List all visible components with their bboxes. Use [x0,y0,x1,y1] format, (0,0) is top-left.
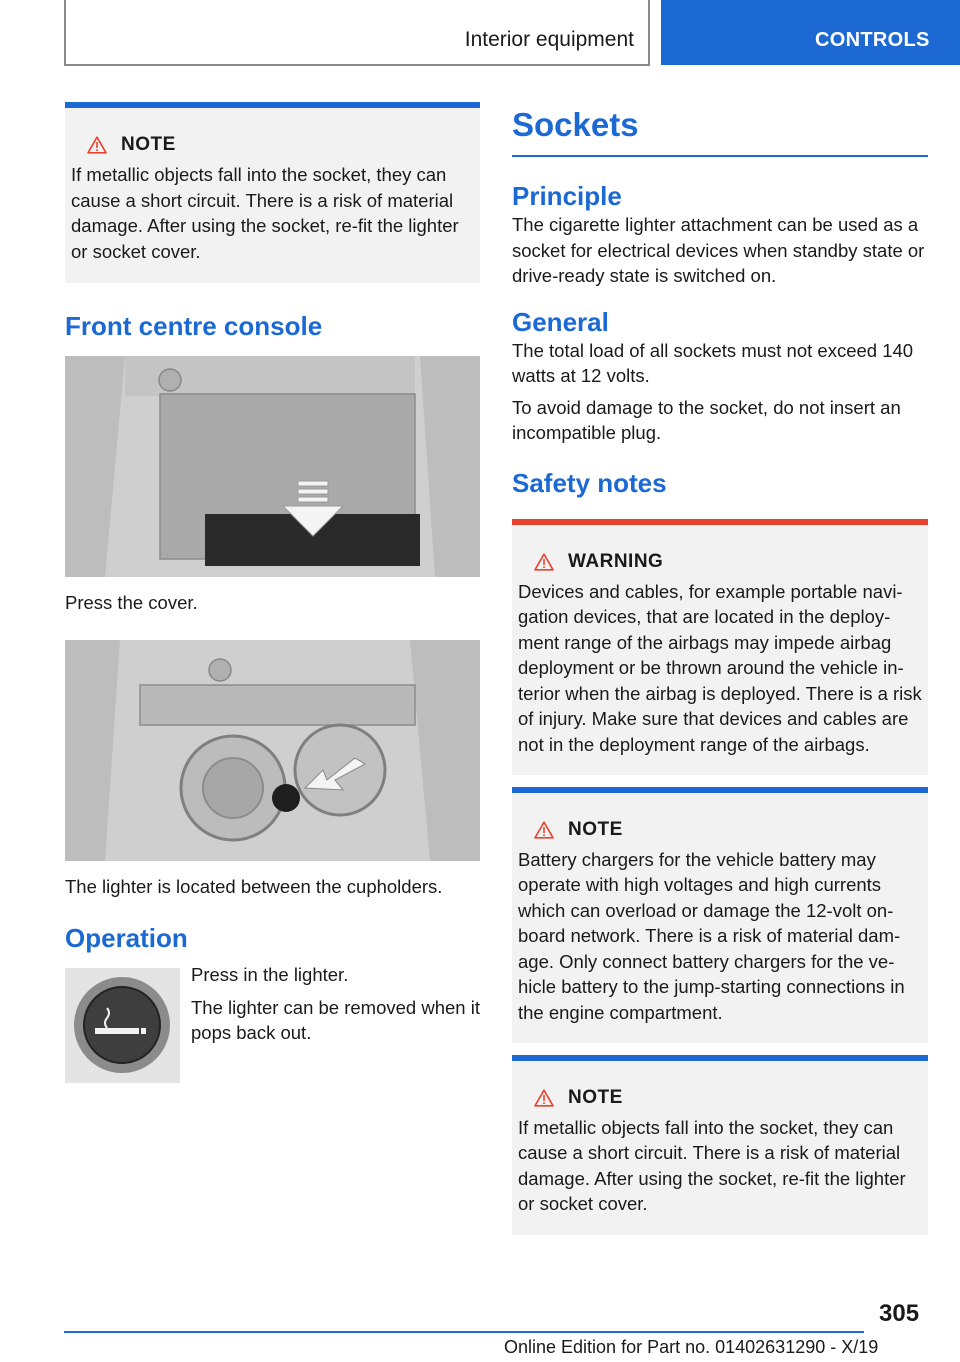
operation-step-remove: The lighter can be removed when it pops back out. [191,996,480,1043]
figure-lighter-button [65,968,180,1083]
footer-edition: Online Edition for Part no. 01402631290 - X/19 [504,1337,879,1357]
header-section-label: Interior equipment [464,28,634,51]
header-chapter-label: CONTROLS [815,29,930,51]
warning-box-airbags [512,519,928,775]
principle-text: The cigarette lighter attachment can be used as a socket for electrical devices when standby state or drive-ready state is switched on. [512,214,925,286]
left-column [65,102,480,1112]
note-box-metallic-objects [65,102,480,283]
heading-safety-notes: Safety notes [512,467,667,498]
figure-console-cover [65,356,480,577]
heading-rule [512,155,928,157]
warning-triangle-icon [87,136,107,154]
caption-press-cover: Press the cover. [65,592,198,613]
general-text-plug: To avoid damage to the socket, do not insert an incompatible plug. [512,396,901,443]
note-body: If metallic objects fall into the socket, they can cause a short circuit. There is a risk of material damage. After using the socket, re-fit the lighter or socket cover. [518,1116,906,1214]
right-column [512,102,928,1235]
heading-general: General [512,306,609,337]
note-title: NOTE [121,134,176,155]
note-body: If metallic objects fall into the socket, they can cause a short circuit. There is a risk of material damage. After using the socket, re-fit the lighter or socket cover. [71,164,459,262]
warning-triangle-icon [534,553,554,571]
operation-step-press: Press in the lighter. [191,964,349,985]
heading-principle: Principle [512,181,622,211]
general-text-load: The total load of all sockets must not exceed 140 watts at 12 volts. [512,339,914,386]
warning-body: Devices and cables, for example portable navi-gation devices, that are located in the deploy-ment range of the airbags may impede airbag deployment or be thrown around the vehicle in-terior when the airbag is deployed. There is a risk of injury. Make sure that devices and cables are not in the deployment range of the airbags. [518,580,922,755]
header-chapter-tab [661,0,960,65]
footer-rule [64,1331,864,1333]
warning-triangle-icon [534,821,554,839]
header-section-tab [64,0,650,66]
warning-triangle-icon [534,1089,554,1107]
page-number: 305 [879,1300,920,1327]
note-title: NOTE [568,1086,623,1108]
note-box-metallic-objects [512,1055,928,1235]
heading-operation: Operation [65,923,188,953]
figure-lighter-between-cupholders [65,640,480,861]
note-box-battery-chargers [512,787,928,1043]
caption-lighter-location: The lighter is located between the cupholders. [65,875,443,897]
heading-sockets: Sockets [512,106,639,143]
heading-front-centre-console: Front centre console [65,311,323,341]
warning-title: WARNING [568,550,664,572]
note-title: NOTE [568,818,623,840]
note-body: Battery chargers for the vehicle battery may operate with high voltages and high currents which can overload or damage the 12-volt on-board network. There is a risk of material dam-age. Only connect battery chargers for the ve-hicle battery to the jump-starting connections in the engine compartment. [518,848,905,1023]
